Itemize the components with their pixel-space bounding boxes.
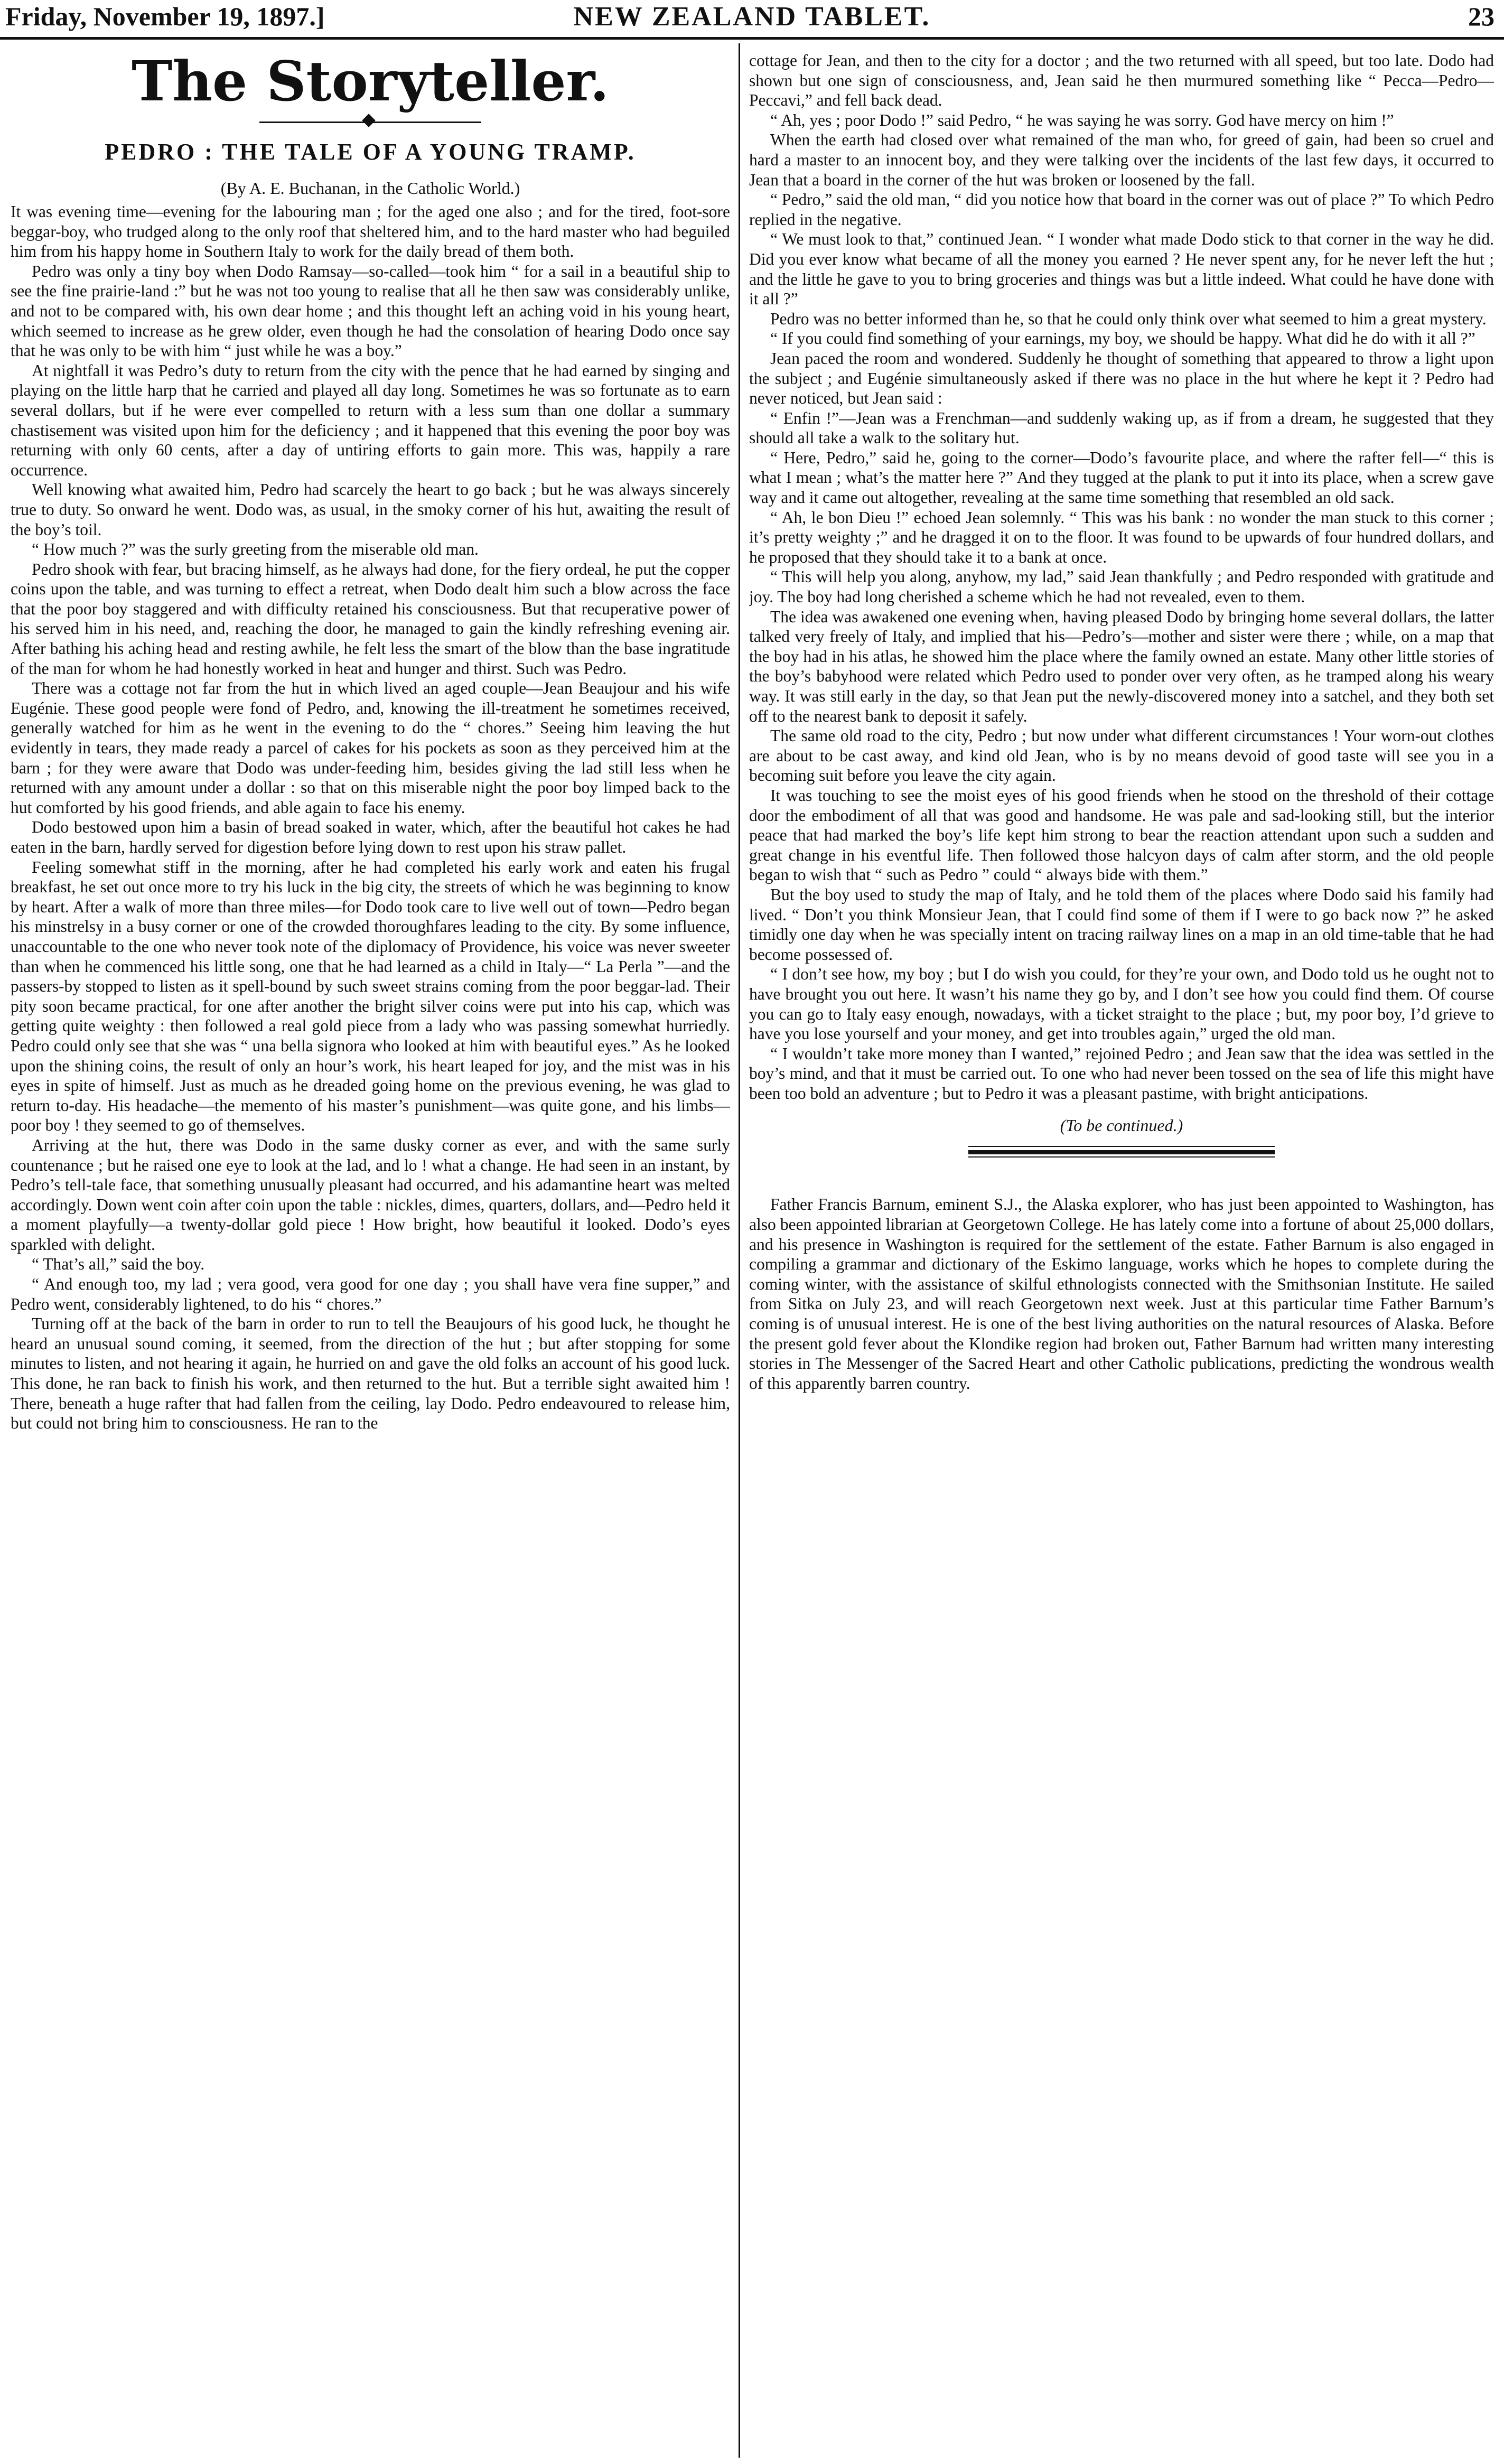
paragraph: “ Pedro,” said the old man, “ did you notice how that board in the corner was out of place ?” To which Pedro replied in the negative. (749, 190, 1494, 229)
paragraph: When the earth had closed over what remained of the man who, for greed of gain, had been so cruel and hard a master to an innocent boy, and they were talking over the incidents of the last few days, it occurred to Jean that a board in the corner of the hut was broken or loosened by the fall. (749, 130, 1494, 189)
paragraph: “ Ah, le bon Dieu !” echoed Jean solemnly. “ This was his bank : no wonder the man stuck to this corner ; it’s pretty weighty ;” and he dragged it on to the floor. It was found to be upwards of four hundred dollars, and he proposed that they should take it to a bank at once. (749, 508, 1494, 566)
paragraph: The idea was awakened one evening when, having pleased Dodo by bringing home several dollars, the latter talked very freely of Italy, and implied that his—Pedro’s—mother and sister were there ; while, on a map that the boy had in his atlas, he showed him the place where the family owned an estate. Many other little stories of the boy’s babyhood were related which Pedro used to ponder over very often, as he tramped along his weary way. It was still early in the day, so that Jean put the newly-discovered money into a satchel, and they both set off to the nearest bank to deposit it safely. (749, 607, 1494, 725)
paragraph: But the boy used to study the map of Italy, and he told them of the places where Dodo said his family had lived. “ Don’t you think Monsieur Jean, that I could find some of them if I were to go back now ?” he asked timidly one day when he was specially intent on tracing railway lines on a map in an old time-table that he had become possessed of. (749, 885, 1494, 964)
news-item-barnum: Father Francis Barnum, eminent S.J., the Alaska explorer, who has just been appointed to Washington, has also been appointed librarian at Georgetown College. He has lately come into a fortune of about 25,000 dollars, and his presence in Washington is required for the settlement of the estate. Father Barnum is also engaged in compiling a grammar and dictionary of the Eskimo language, works which he hopes to complete during the coming winter, with the assistance of skilful ethnologists connected with the Smithsonian Institute. He sailed from Sitka on July 23, and will reach Georgetown next week. Just at this particular time Father Barnum’s coming is of unusual interest. He is one of the best living authorities on the natural resources of Alaska. Before the present gold fever about the Klondike region had broken out, Father Barnum had written many interesting stories in The Messenger of the Sacred Heart and other Catholic publications, predicting the wondrous wealth of this apparently barren country. (749, 1195, 1494, 1393)
right-article-body (749, 51, 1494, 1103)
ornamental-rule (259, 115, 481, 129)
paragraph: “ And enough too, my lad ; vera good, vera good for one day ; you shall have vera fine supper,” and Pedro went, considerably lightened, to do his “ chores.” (11, 1275, 730, 1313)
paragraph: Well knowing what awaited him, Pedro had scarcely the heart to go back ; but he was always sincerely true to duty. So onward he went. Dodo was, as usual, in the smoky corner of his hut, awaiting the result of the boy’s toil. (11, 480, 730, 539)
left-column (11, 51, 730, 2449)
column-divider (739, 43, 740, 2458)
paragraph: At nightfall it was Pedro’s duty to return from the city with the pence that he had earned by singing and playing on the little harp that he carried and played all day long. Sometimes he was so fortunate as to earn several dollars, but if he were ever compelled to return with a less sum than one dollar a summary chastisement was visited upon him for the deficiency ; and it happened that this evening the poor boy was returning with only 60 cents, after a day of untiring efforts to gain more. This was, happily a rare occurrence. (11, 361, 730, 479)
paragraph: “ Ah, yes ; poor Dodo !” said Pedro, “ he was saying he was sorry. God have mercy on him !” (770, 110, 1394, 129)
page-number: 23 (1468, 2, 1494, 31)
paragraph: Arriving at the hut, there was Dodo in the same dusky corner as ever, and with the same surly countenance ; but he raised one eye to look at the lad, and lo ! what a change. He had seen in an instant, by Pedro’s tell-tale face, that something unusually pleasant had occurred, and his adamantine heart was melted accordingly. Down went coin after coin upon the table : nickles, dimes, quarters, dollars, and—Pedro held it a moment playfully—a twenty-dollar gold piece ! How bright, how beautiful it looked. Dodo’s eyes sparkled with delight. (11, 1135, 730, 1254)
paragraph: Pedro was no better informed than he, so that he could only think over what seemed to him a great mystery. (770, 309, 1487, 328)
paragraph: “ This will help you along, anyhow, my lad,” said Jean thankfully ; and Pedro responded with gratitude and joy. The boy had long cherished a scheme which he had not revealed, even to them. (749, 567, 1494, 606)
issue-date: Friday, November 19, 1897.] (5, 2, 325, 31)
paragraph: There was a cottage not far from the hut in which lived an aged couple—Jean Beaujour and his wife Eugénie. These good people were fond of Pedro, and, knowing the ill-treatment he sometimes received, generally watched for him as he went in the evening to do the “ chores.” Seeing him leaving the hut evidently in tears, they made ready a parcel of cakes for his pockets as soon as they perceived him at the barn ; for they were aware that Dodo was under-feeding him, besides giving the lad still less when he returned with any amount under a dollar : so that on this miserable night the poor boy limped back to the hut comforted by his good friends, and able again to face his enemy. (11, 679, 730, 817)
paragraph: “ I don’t see how, my boy ; but I do wish you could, for they’re your own, and Dodo told us he ought not to have brought you out here. It wasn’t his name they go by, and I don’t see how you could find them. Of course you can go to Italy easy enough, nowadays, with a ticket straight to the place ; but, my poor boy, I’d grieve to have you lose yourself and your money, and get into troubles again,” urged the old man. (749, 965, 1494, 1043)
paragraph: Pedro shook with fear, but bracing himself, as he always had done, for the fiery ordeal, he put the copper coins upon the table, and was turning to effect a retreat, when Dodo dealt him such a blow across the face that the poor boy staggered and with difficulty retained his consciousness. But that recuperative power of his served him in his need, and, reaching the door, he managed to gain the kindly refreshing evening air. After bathing his aching head and resting awhile, he felt less the smart of the blow than the base ingratitude of the man for whom he had honestly worked in heat and hunger and thirst. Such was Pedro. (11, 559, 730, 678)
right-column (749, 51, 1494, 2449)
header-rule (0, 37, 1504, 40)
paragraph: “ That’s all,” said the boy. (32, 1255, 205, 1274)
paragraph: Jean paced the room and wondered. Suddenly he thought of something that appeared to throw a light upon the subject ; and Eugénie simultaneously asked if there was no place in the hut where he kept it ? Pedro had never noticed, but Jean said : (749, 349, 1494, 408)
diamond-icon (362, 114, 375, 127)
paragraph: Pedro was only a tiny boy when Dodo Ramsay—so-called—took him “ for a sail in a beautiful ship to see the fine prairie-land :” but he was not too young to realise that all he then saw was considerably unlike, and not to be compared with, his own dear home ; and this thought left an aching void in his young heart, which seemed to increase as he grew older, even though he had the consolation of hearing Dodo once say that he was only to be with him “ just while he was a boy.” (11, 262, 730, 360)
paragraph: “ If you could find something of your earnings, my boy, we should be happy. What did he do with it all ?” (770, 329, 1475, 348)
byline: (By A. E. Buchanan, in the Catholic World.) (220, 179, 520, 198)
separator-rule (968, 1146, 1275, 1158)
paragraph: “ We must look to that,” continued Jean. “ I wonder what made Dodo stick to that corner in the way he did. Did you ever know what became of all the money you earned ? He never spent any, for he never left the hut ; and the little he gave to you to bring groceries and things was but a little indeed. What could he have done with it all ?” (749, 230, 1494, 309)
paragraph: “ I wouldn’t take more money than I wanted,” rejoined Pedro ; and Jean saw that the idea was settled in the boy’s mind, and that it must be carried out. To one who had never been tossed on the sea of life this might have been too bold an adventure ; but to Pedro it was a pleasant pastime, with bright anticipations. (749, 1044, 1494, 1103)
paragraph: Dodo bestowed upon him a basin of bread soaked in water, which, after the beautiful hot cakes he had eaten in the barn, hardly served for digestion before lying down to rest upon his straw pallet. (11, 818, 730, 856)
to-be-continued: (To be continued.) (1060, 1116, 1183, 1135)
paragraph: It was touching to see the moist eyes of his good friends when he stood on the threshold of their cottage door the embodiment of all that was good and handsome. He was pale and sad-looking still, but the interior peace that had marked the boy’s life kept him strong to bear the reaction attendant upon such a sudden and great change in his eventful life. Then followed those halcyon days of calm after storm, and the old people began to wish that “ such as Pedro ” could “ always bide with them.” (749, 786, 1494, 884)
paragraph: It was evening time—evening for the labouring man ; for the aged one also ; and for the tired, foot-sore beggar-boy, who trudged along to the only roof that sheltered him, and to the hard master who had beguiled him from his happy home in Southern Italy to work for the daily bread of them both. (11, 202, 730, 261)
paragraph: “ Enfin !”—Jean was a Frenchman—and suddenly waking up, as if from a dream, he suggested that they should all take a walk to the solitary hut. (749, 408, 1494, 447)
page-header (0, 0, 1504, 34)
paragraph: Feeling somewhat stiff in the morning, after he had completed his early work and eaten his frugal breakfast, he set out once more to try his luck in the big city, the streets of which he was beginning to know by heart. After a walk of more than three miles—for Dodo took care to live well out of town—Pedro began his minstrelsy in a busy corner or one of the crowded thoroughfares leading to the city. By some influence, unaccountable to the one who never took note of the diplomacy of Providence, his voice was never sweeter than when he commenced his little song, one that he had learned as a child in Italy—“ La Perla ”—and the passers-by stopped to listen as it spell-bound by such sweet strains coming from the poor beggar-lad. Their pity soon became practical, for one after another the bright silver coins were put into his cap, which was getting quite weighty : then followed a real gold piece from a lady who was passing somewhat hurriedly. Pedro could only see that she was “ una bella signora who looked at him with beautiful eyes.” As he looked upon the shining coins, the result of only an hour’s work, his heart leaped for joy, and the mist was in his eyes in spite of himself. Just as much as he dreaded going home on the previous evening, he was glad to return to-day. His headache—the memento of his master’s punishment—was quite gone, and his limbs—poor boy ! they seemed to go of themselves. (11, 857, 730, 1135)
paragraph: “ Here, Pedro,” said he, going to the corner—Dodo’s favourite place, and where the rafter fell—“ this is what I mean ; what’s the matter here ?” And they tugged at the plank to put it into its place, when a screw gave way and it came out altogether, revealing at the same time something that resembled an old sack. (749, 448, 1494, 507)
paragraph: The same old road to the city, Pedro ; but now under what different circumstances ! Your worn-out clothes are about to be cast away, and kind old Jean, who is by no means devoid of good taste will see you in a becoming suit before you leave the city again. (749, 726, 1494, 785)
left-article-body (11, 202, 730, 1433)
paragraph: “ How much ?” was the surly greeting from the miserable old man. (32, 540, 479, 559)
newspaper-title: NEW ZEALAND TABLET. (573, 2, 931, 32)
paragraph: cottage for Jean, and then to the city for a doctor ; and the two returned with all speed, but too late. Dodo had shown but one sign of consciousness, and, Jean said he then murmured something like “ Pecca—Pedro—Peccavi,” and fell back dead. (749, 51, 1494, 110)
paragraph: Turning off at the back of the barn in order to run to tell the Beaujours of his good luck, he thought he heard an unusual sound coming, it seemed, from the direction of the hut ; but after stopping for some minutes to listen, and not hearing it again, he hurried on and gave the old folks an account of his good luck. This done, he ran back to finish his work, and then returned to the hut. But a terrible sight awaited him ! There, beneath a huge rafter that had fallen from the ceiling, lay Dodo. Pedro endeavoured to release him, but could not bring him to consciousness. He ran to the (11, 1314, 730, 1433)
section-title: The Storyteller. (132, 51, 609, 114)
story-title: PEDRO : THE TALE OF A YOUNG TRAMP. (105, 139, 636, 165)
